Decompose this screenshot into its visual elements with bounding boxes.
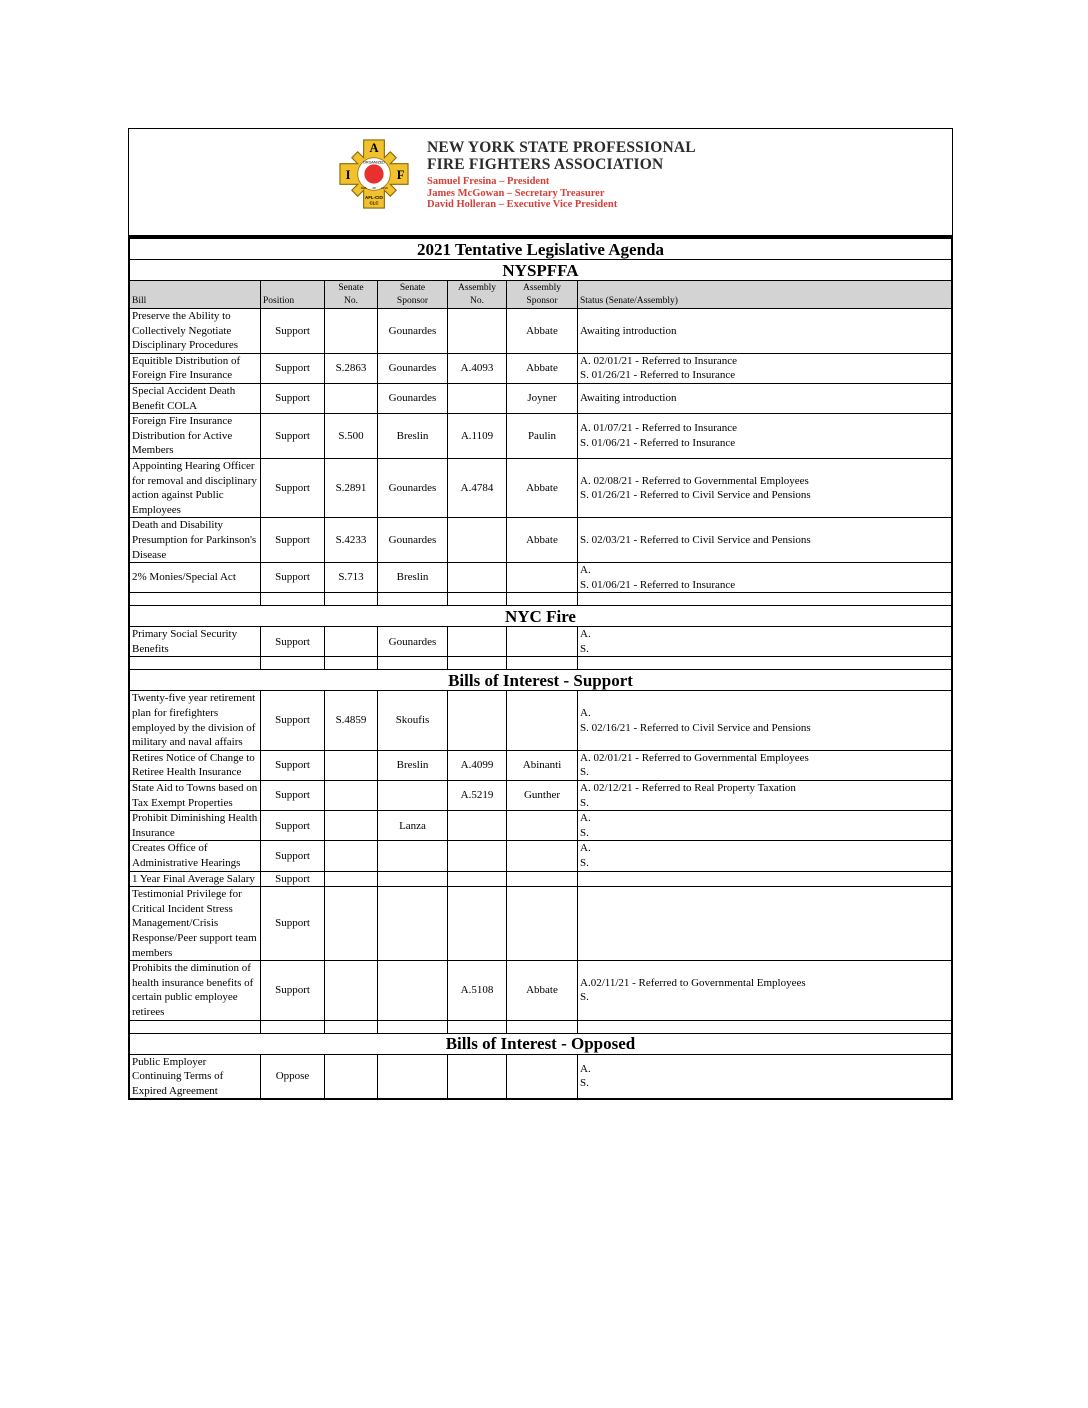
assembly-sponsor-cell: Paulin — [507, 414, 578, 459]
officer-executive-vp: David Holleran – Executive Vice President — [427, 199, 618, 210]
status-cell — [578, 414, 952, 459]
assembly-sponsor-cell: Abinanti — [507, 750, 578, 780]
assembly-no-cell: A.5219 — [448, 781, 507, 811]
page-title: 2021 Tentative Legislative Agenda — [130, 238, 952, 260]
status-cell — [578, 811, 952, 841]
col-senate-sponsor: Senate Sponsor — [378, 281, 448, 309]
bill-cell: Primary Social Security Benefits — [130, 627, 261, 657]
bill-cell: Death and Disability Presumption for Parkinson's Disease — [130, 518, 261, 563]
senate-sponsor-cell: Gounardes — [378, 627, 448, 657]
spacer-cell — [507, 657, 578, 670]
agenda-document — [128, 128, 953, 1100]
organization-block — [427, 139, 696, 211]
senate-sponsor-cell: Breslin — [378, 750, 448, 780]
position-cell: Support — [261, 627, 325, 657]
table-row — [130, 563, 952, 593]
position-cell: Support — [261, 871, 325, 887]
table-row — [130, 841, 952, 871]
table-row — [130, 811, 952, 841]
assembly-no-cell — [448, 1054, 507, 1099]
bill-cell: Creates Office of Administrative Hearings — [130, 841, 261, 871]
bill-cell: Prohibits the diminution of health insurance benefits of certain public employee retirees — [130, 961, 261, 1020]
bill-cell: 2% Monies/Special Act — [130, 563, 261, 593]
table-row — [130, 691, 952, 750]
assembly-no-cell: A.4784 — [448, 458, 507, 517]
spacer-row — [130, 1020, 952, 1033]
status-cell — [578, 518, 952, 563]
senate-no-cell — [325, 781, 378, 811]
logo-ring-text: ORGANIZED — [363, 160, 385, 165]
senate-no-cell — [325, 841, 378, 871]
status-line: S. — [580, 857, 589, 869]
bill-cell: Twenty-five year retirement plan for firefighters employed by the division of military and naval affairs — [130, 691, 261, 750]
status-cell — [578, 383, 952, 413]
column-header-row — [130, 281, 952, 309]
senate-no-cell: S.4233 — [325, 518, 378, 563]
spacer-cell — [578, 1020, 952, 1033]
spacer-cell — [448, 593, 507, 606]
assembly-no-cell — [448, 691, 507, 750]
senate-no-cell: S.2891 — [325, 458, 378, 517]
status-cell — [578, 353, 952, 383]
table-row — [130, 309, 952, 354]
bill-cell: Appointing Hearing Officer for removal and disciplinary action against Public Employees — [130, 458, 261, 517]
spacer-cell — [448, 1020, 507, 1033]
section-title: Bills of Interest - Support — [130, 670, 952, 691]
status-line: A. — [580, 812, 591, 825]
spacer-row — [130, 593, 952, 606]
spacer-cell — [325, 593, 378, 606]
assembly-sponsor-cell: Abbate — [507, 458, 578, 517]
section-title: NYC Fire — [130, 606, 952, 627]
status-cell — [578, 750, 952, 780]
position-cell: Support — [261, 750, 325, 780]
senate-no-cell — [325, 383, 378, 413]
spacer-cell — [261, 1020, 325, 1033]
senate-no-cell: S.500 — [325, 414, 378, 459]
senate-no-cell — [325, 627, 378, 657]
senate-sponsor-cell: Gounardes — [378, 383, 448, 413]
logo-date-mid: 28 — [372, 185, 376, 190]
spacer-cell — [507, 593, 578, 606]
position-cell: Support — [261, 841, 325, 871]
spacer-cell — [378, 593, 448, 606]
assembly-no-cell: A.5108 — [448, 961, 507, 1020]
spacer-cell — [261, 593, 325, 606]
agenda-table — [129, 237, 952, 1099]
table-row — [130, 627, 952, 657]
status-line: A. 01/07/21 - Referred to Insurance — [580, 422, 738, 435]
senate-sponsor-cell — [378, 1054, 448, 1099]
section-title: Bills of Interest - Opposed — [130, 1033, 952, 1054]
assembly-sponsor-cell — [507, 1054, 578, 1099]
assembly-no-cell — [448, 518, 507, 563]
spacer-cell — [378, 657, 448, 670]
senate-no-cell — [325, 887, 378, 961]
status-cell — [578, 961, 952, 1020]
assembly-sponsor-cell — [507, 811, 578, 841]
status-line: A. 02/12/21 - Referred to Real Property Taxation — [580, 782, 796, 795]
spacer-cell — [507, 1020, 578, 1033]
page-subtitle: NYSPFFA — [130, 260, 952, 281]
status-line: S. — [580, 1077, 589, 1090]
spacer-cell — [325, 1020, 378, 1033]
logo-letter-i: I — [345, 168, 351, 183]
status-cell — [578, 627, 952, 657]
assembly-no-cell — [448, 383, 507, 413]
bill-cell: State Aid to Towns based on Tax Exempt Properties — [130, 781, 261, 811]
bill-cell: Special Accident Death Benefit COLA — [130, 383, 261, 413]
position-cell: Support — [261, 309, 325, 354]
senate-sponsor-cell: Gounardes — [378, 309, 448, 354]
position-cell: Support — [261, 353, 325, 383]
status-line: Awaiting introduction — [580, 324, 677, 337]
senate-no-cell — [325, 871, 378, 887]
logo-letter-f: F — [396, 168, 405, 183]
senate-sponsor-cell: Lanza — [378, 811, 448, 841]
senate-sponsor-cell: Skoufis — [378, 691, 448, 750]
status-line: S. 01/06/21 - Referred to Insurance — [580, 437, 736, 450]
senate-no-cell: S.713 — [325, 563, 378, 593]
senate-sponsor-cell — [378, 841, 448, 871]
spacer-cell — [130, 593, 261, 606]
table-row — [130, 414, 952, 459]
status-line: S. 01/26/21 - Referred to Insurance — [580, 369, 736, 382]
logo-date-right: 1918 — [381, 185, 388, 190]
senate-no-cell — [325, 1054, 378, 1099]
iaff-logo-icon — [337, 137, 411, 211]
assembly-sponsor-cell — [507, 871, 578, 887]
assembly-no-cell: A.4093 — [448, 353, 507, 383]
table-row — [130, 518, 952, 563]
logo-letter-a: A — [369, 140, 379, 155]
bill-cell: 1 Year Final Average Salary — [130, 871, 261, 887]
col-status: Status (Senate/Assembly) — [578, 281, 952, 309]
assembly-sponsor-cell: Joyner — [507, 383, 578, 413]
senate-sponsor-cell — [378, 961, 448, 1020]
status-line: S. — [580, 642, 589, 655]
bill-cell: Foreign Fire Insurance Distribution for Active Members — [130, 414, 261, 459]
status-line: S. 02/16/21 - Referred to Civil Service and Pensions — [580, 721, 811, 734]
senate-no-cell — [325, 961, 378, 1020]
senate-sponsor-cell: Gounardes — [378, 518, 448, 563]
status-line: A. — [580, 1062, 591, 1075]
status-cell — [578, 871, 952, 887]
position-cell: Support — [261, 887, 325, 961]
spacer-cell — [130, 1020, 261, 1033]
assembly-sponsor-cell: Abbate — [507, 353, 578, 383]
position-cell: Support — [261, 781, 325, 811]
table-row — [130, 353, 952, 383]
senate-sponsor-cell — [378, 781, 448, 811]
status-cell — [578, 458, 952, 517]
assembly-sponsor-cell — [507, 841, 578, 871]
spacer-cell — [325, 657, 378, 670]
position-cell: Support — [261, 961, 325, 1020]
assembly-sponsor-cell — [507, 627, 578, 657]
status-line: S. 01/06/21 - Referred to Insurance — [580, 578, 736, 591]
position-cell: Support — [261, 458, 325, 517]
table-row — [130, 961, 952, 1020]
assembly-no-cell — [448, 887, 507, 961]
position-cell: Oppose — [261, 1054, 325, 1099]
status-line: A. — [580, 564, 591, 577]
assembly-sponsor-cell: Abbate — [507, 961, 578, 1020]
senate-sponsor-cell: Gounardes — [378, 458, 448, 517]
status-line: S. — [580, 826, 589, 839]
table-row — [130, 458, 952, 517]
assembly-no-cell — [448, 627, 507, 657]
assembly-no-cell — [448, 309, 507, 354]
status-cell — [578, 691, 952, 750]
senate-sponsor-cell — [378, 887, 448, 961]
status-line: S. — [580, 766, 589, 779]
status-line: Awaiting introduction — [580, 392, 677, 405]
org-name-line1: NEW YORK STATE PROFESSIONAL — [427, 139, 696, 156]
senate-sponsor-cell: Breslin — [378, 563, 448, 593]
table-row — [130, 871, 952, 887]
senate-sponsor-cell — [378, 871, 448, 887]
bill-cell: Prohibit Diminishing Health Insurance — [130, 811, 261, 841]
position-cell: Support — [261, 811, 325, 841]
bill-cell: Preserve the Ability to Collectively Negotiate Disciplinary Procedures — [130, 309, 261, 354]
senate-sponsor-cell: Breslin — [378, 414, 448, 459]
status-line: S. 02/03/21 - Referred to Civil Service and Pensions — [580, 533, 811, 546]
spacer-row — [130, 657, 952, 670]
status-cell — [578, 309, 952, 354]
bill-cell: Testimonial Privilege for Critical Incident Stress Management/Crisis Response/Peer support team members — [130, 887, 261, 961]
status-line: A. 02/08/21 - Referred to Governmental Employees — [580, 474, 809, 487]
status-line: A. — [580, 842, 591, 855]
assembly-sponsor-cell — [507, 691, 578, 750]
status-line: A. 02/01/21 - Referred to Insurance — [580, 354, 738, 367]
assembly-no-cell — [448, 811, 507, 841]
spacer-cell — [578, 593, 952, 606]
senate-no-cell — [325, 811, 378, 841]
position-cell: Support — [261, 563, 325, 593]
col-assembly-sponsor: Assembly Sponsor — [507, 281, 578, 309]
table-row — [130, 781, 952, 811]
logo-aflcio: AFL-CIO — [365, 195, 383, 201]
col-senate-no: Senate No. — [325, 281, 378, 309]
assembly-no-cell — [448, 871, 507, 887]
senate-no-cell: S.4859 — [325, 691, 378, 750]
assembly-sponsor-cell: Gunther — [507, 781, 578, 811]
position-cell: Support — [261, 518, 325, 563]
status-line: S. — [580, 796, 589, 809]
position-cell: Support — [261, 691, 325, 750]
bill-cell: Equitible Distribution of Foreign Fire Insurance — [130, 353, 261, 383]
spacer-cell — [378, 1020, 448, 1033]
col-bill: Bill — [130, 281, 261, 309]
table-row — [130, 887, 952, 961]
status-line: A. — [580, 707, 591, 720]
officer-president: Samuel Fresina – President — [427, 176, 550, 187]
logo-clc: CLC — [369, 200, 379, 206]
bill-cell: Retires Notice of Change to Retiree Health Insurance — [130, 750, 261, 780]
assembly-no-cell: A.1109 — [448, 414, 507, 459]
position-cell: Support — [261, 383, 325, 413]
spacer-cell — [261, 657, 325, 670]
spacer-cell — [130, 657, 261, 670]
table-row — [130, 750, 952, 780]
col-assembly-no: Assembly No. — [448, 281, 507, 309]
status-line: A.02/11/21 - Referred to Governmental Employees — [580, 976, 806, 989]
status-line: A. 02/01/21 - Referred to Governmental Employees — [580, 751, 809, 764]
status-cell — [578, 887, 952, 961]
position-cell: Support — [261, 414, 325, 459]
assembly-sponsor-cell — [507, 563, 578, 593]
bill-cell: Public Employer Continuing Terms of Expired Agreement — [130, 1054, 261, 1099]
status-cell — [578, 563, 952, 593]
assembly-sponsor-cell — [507, 887, 578, 961]
status-cell — [578, 1054, 952, 1099]
senate-no-cell — [325, 750, 378, 780]
senate-no-cell: S.2863 — [325, 353, 378, 383]
assembly-no-cell — [448, 841, 507, 871]
logo-date-left: FEB — [360, 185, 367, 190]
status-cell — [578, 841, 952, 871]
officer-secretary-treasurer: James McGowan – Secretary Treasurer — [427, 187, 605, 199]
spacer-cell — [448, 657, 507, 670]
spacer-cell — [578, 657, 952, 670]
status-line: A. — [580, 628, 591, 641]
senate-no-cell — [325, 309, 378, 354]
assembly-no-cell: A.4099 — [448, 750, 507, 780]
table-row — [130, 1054, 952, 1099]
assembly-sponsor-cell: Abbate — [507, 309, 578, 354]
status-line: S. — [580, 991, 589, 1004]
col-position: Position — [261, 281, 325, 309]
assembly-no-cell — [448, 563, 507, 593]
status-line: S. 01/26/21 - Referred to Civil Service and Pensions — [580, 489, 811, 502]
table-row — [130, 383, 952, 413]
senate-sponsor-cell: Gounardes — [378, 353, 448, 383]
status-cell — [578, 781, 952, 811]
letterhead — [129, 129, 952, 237]
assembly-sponsor-cell: Abbate — [507, 518, 578, 563]
org-name-line2: FIRE FIGHTERS ASSOCIATION — [427, 156, 664, 173]
